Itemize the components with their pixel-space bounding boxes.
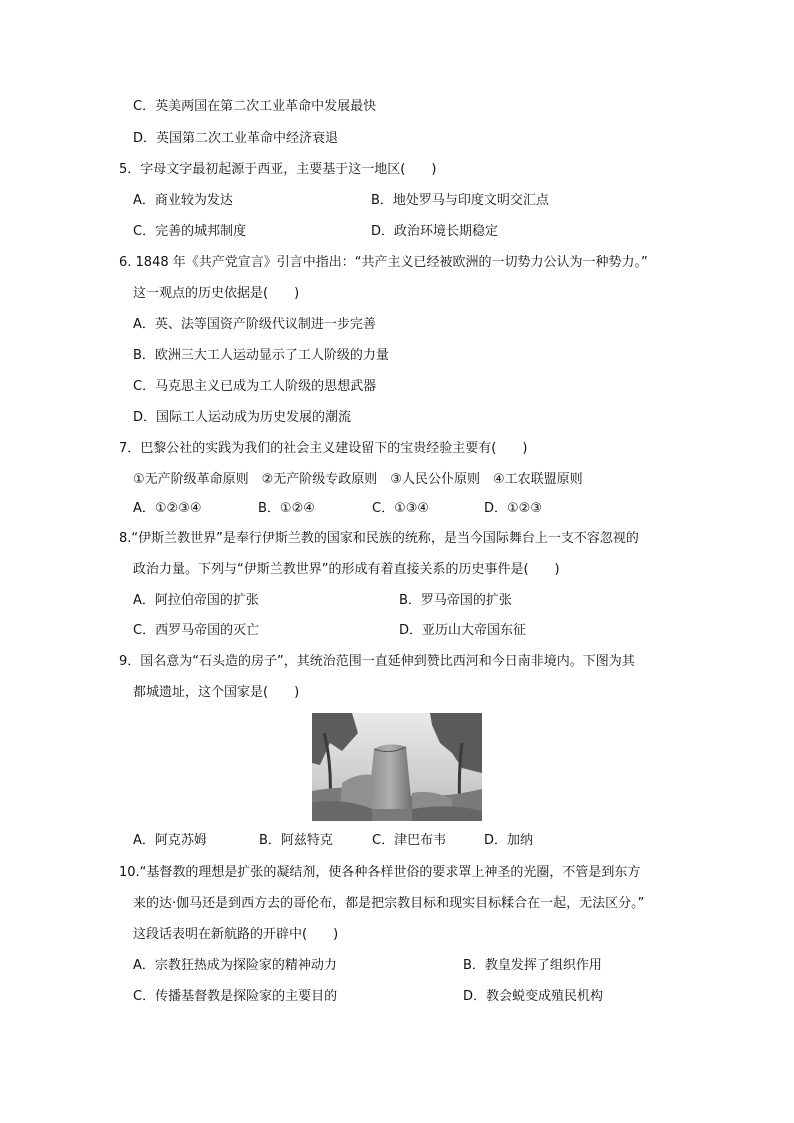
- q7-option-a: A．①②③④: [133, 501, 202, 516]
- q8-option-a: A．阿拉伯帝国的扩张: [133, 593, 259, 608]
- q6-option-d: D．国际工人运动成为历史发展的潮流: [133, 410, 352, 425]
- q7-option-d: D．①②③: [484, 501, 542, 516]
- q5-option-b: B．地处罗马与印度文明交汇点: [371, 193, 549, 208]
- q6-option-b: B．欧洲三大工人运动显示了工人阶级的力量: [133, 348, 389, 363]
- q4-option-c: C．英美两国在第二次工业革命中发展最快: [133, 99, 377, 114]
- q10-stem-line3: 这段话表明在新航路的开辟中( ): [133, 927, 339, 942]
- q8-stem-line1: 8.“伊斯兰教世界”是奉行伊斯兰教的国家和民族的统称，是当今国际舞台上一支不容忽视的: [119, 531, 639, 546]
- q6-option-c: C．马克思主义已成为工人阶级的思想武器: [133, 379, 377, 394]
- q7-option-c: C．①③④: [372, 501, 430, 516]
- q5-option-a: A．商业较为发达: [133, 193, 233, 208]
- q9-option-c: C．津巴布韦: [372, 833, 447, 848]
- q10-option-a: A．宗教狂热成为探险家的精神动力: [133, 958, 337, 973]
- q5-option-c: C．完善的城邦制度: [133, 224, 247, 239]
- stone-tower-ruins-image: [312, 713, 482, 821]
- q6-stem-line2: 这一观点的历史依据是( ): [133, 286, 300, 301]
- q8-stem-line2: 政治力量。下列与“伊斯兰教世界”的形成有着直接关系的历史事件是( ): [133, 562, 560, 577]
- q9-option-b: B．阿兹特克: [259, 833, 333, 848]
- q7-items: ①无产阶级革命原则 ②无产阶级专政原则 ③人民公仆原则 ④工农联盟原则: [133, 472, 583, 487]
- q9-option-a: A．阿克苏姆: [133, 833, 207, 848]
- q9-stem-line2: 都城遗址，这个国家是( ): [133, 685, 300, 700]
- q10-option-c: C．传播基督教是探险家的主要目的: [133, 989, 338, 1004]
- q8-option-b: B．罗马帝国的扩张: [399, 593, 512, 608]
- q4-option-d: D．英国第二次工业革命中经济衰退: [133, 131, 339, 146]
- q6-option-a: A．英、法等国资产阶级代议制进一步完善: [133, 317, 376, 332]
- q9-option-d: D．加纳: [484, 833, 534, 848]
- q5-option-d: D．政治环境长期稳定: [371, 224, 499, 239]
- q7-option-b: B．①②④: [258, 501, 315, 516]
- q5-stem: 5．字母文字最初起源于西亚，主要基于这一地区( ): [119, 162, 437, 177]
- ruins-photo: [312, 713, 482, 821]
- q8-option-c: C．西罗马帝国的灭亡: [133, 623, 260, 638]
- q7-stem: 7．巴黎公社的实践为我们的社会主义建设留下的宝贵经验主要有( ): [119, 441, 528, 456]
- q8-option-d: D．亚历山大帝国东征: [399, 623, 527, 638]
- q10-option-d: D．教会蜕变成殖民机构: [463, 989, 604, 1004]
- q9-stem-line1: 9．国名意为“石头造的房子”，其统治范围一直延伸到赞比西河和今日南非境内。下图为其: [119, 654, 635, 669]
- q10-option-b: B．教皇发挥了组织作用: [463, 958, 602, 973]
- q10-stem-line2: 来的达·伽马还是到西方去的哥伦布，都是把宗教目标和现实目标糅合在一起，无法区分。”: [133, 896, 645, 911]
- q6-stem-line1: 6. 1848 年《共产党宣言》引言中指出：“共产主义已经被欧洲的一切势力公认为一种势力。”: [119, 255, 648, 270]
- q10-stem-line1: 10.“基督教的理想是扩张的凝结剂，使各种各样世俗的要求罩上神圣的光圈，不管是到东方: [119, 865, 641, 880]
